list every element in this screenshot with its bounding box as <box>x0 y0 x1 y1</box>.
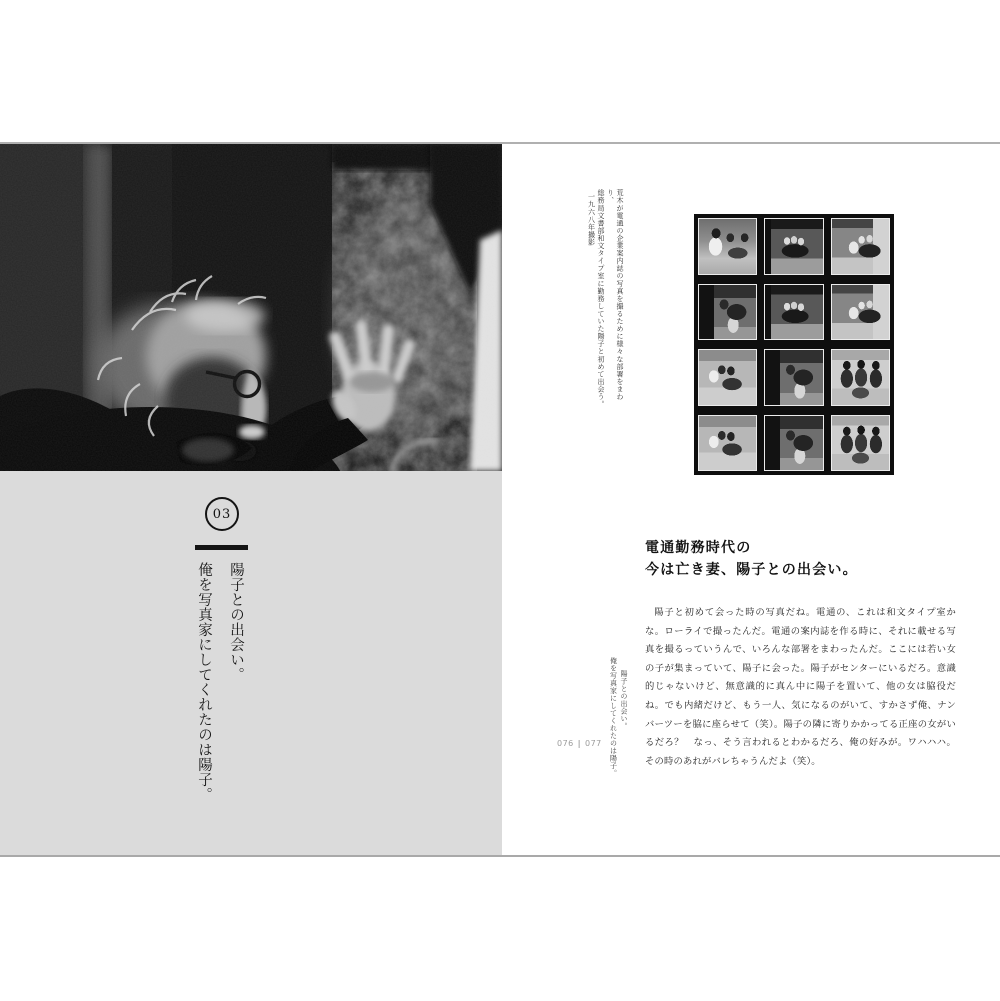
contact-sheet-frame <box>831 349 890 406</box>
section-heading-line-1: 電通勤務時代の <box>645 540 752 556</box>
page-numbers <box>557 739 602 748</box>
photo-caption-line-3: 一九六八年撮影 <box>587 193 596 246</box>
photo-caption-line-1: 荒木が電通の企業案内誌の写真を撮るために様々な部署をまわり、 <box>606 189 624 401</box>
contact-sheet-frame <box>698 415 757 472</box>
photo-caption <box>587 189 624 408</box>
running-head-line-2: 俺を写真家にしてくれたのは陽子。 <box>609 657 618 777</box>
folio-separator: | <box>577 739 581 748</box>
portrait-photo <box>0 144 502 471</box>
chapter-number: 03 <box>212 506 232 522</box>
body-paragraph: 陽子と初めて会った時の写真だね。電通の、これは和文タイプ室かな。ローライで撮ったんだ。電通の案内誌を作る時に、それに載せる写真を撮るっていうんで、いろんな部署をまわったんだ。ここには若い女の子が集まっていて、陽子に会った。陽子がセンターにいるだろ。意識的じゃないけど、無意識的に真ん中に陽子を置いて、他の女は脇役だね。でも内緒だけど、もう一人、気になるのがいて、すかさず俺、ナンバーツーを脇に座らせて（笑）。陽子の隣に寄りかかってる正座の女がいるだろ？ なっ、そう言われるとわかるだろ、俺の好みが。ワハハハ。その時のあれがバレちゃうんだよ（笑）。 <box>645 607 956 767</box>
section-heading <box>645 537 858 581</box>
folio-left: 076 <box>557 739 574 748</box>
spread-bottom-edge <box>0 855 1000 857</box>
folio-right: 077 <box>584 739 602 748</box>
contact-sheet-frame <box>764 218 823 275</box>
contact-sheet-frame <box>831 284 890 341</box>
contact-sheet-frame <box>764 349 823 406</box>
contact-sheet-frame <box>764 415 823 472</box>
contact-sheet-frame <box>698 349 757 406</box>
contact-sheet-frame <box>831 415 890 472</box>
chapter-number-badge <box>205 497 239 531</box>
portrait-photo-illustration <box>0 144 502 471</box>
contact-sheet-frame <box>698 218 757 275</box>
chapter-title-divider <box>195 545 248 550</box>
running-head-line-1: 陽子との出会い。 <box>620 670 628 730</box>
section-heading-line-2: 今は亡き妻、陽子との出会い。 <box>645 562 858 578</box>
contact-sheet <box>694 214 894 475</box>
contact-sheet-frame <box>698 284 757 341</box>
left-page-panel <box>0 471 502 855</box>
chapter-title <box>186 562 252 810</box>
chapter-title-line-2: 俺を写真家にしてくれたのは陽子。 <box>196 562 212 802</box>
chapter-title-line-1: 陽子との出会い。 <box>228 562 244 682</box>
contact-sheet-frame <box>831 218 890 275</box>
running-head <box>607 657 629 779</box>
photo-caption-line-2: 総務局文書部和文タイプ室に勤務していた陽子と初めて出会う。 <box>597 189 605 408</box>
contact-sheet-frame <box>764 284 823 341</box>
